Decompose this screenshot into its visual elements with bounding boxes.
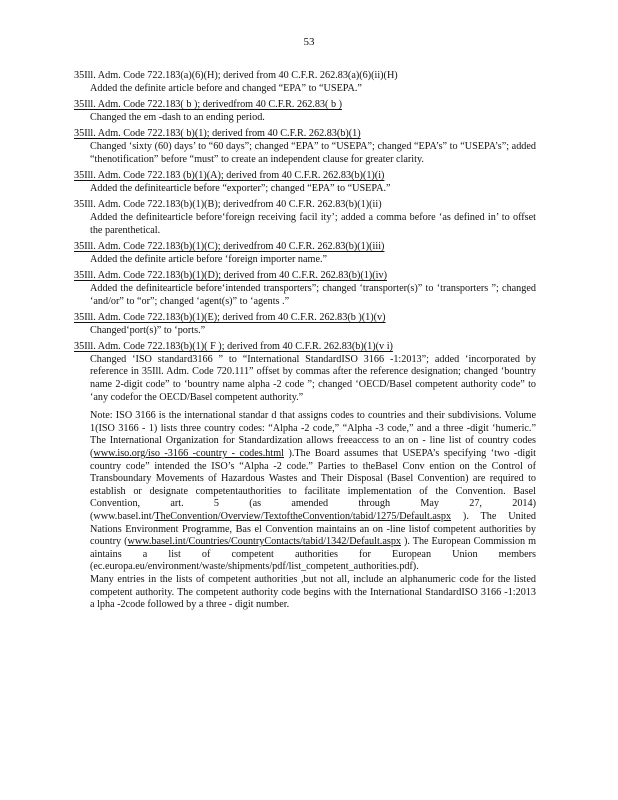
entry bbox=[74, 128, 536, 166]
entry bbox=[74, 312, 536, 337]
note-text: ). The United Nations Environment Programme, Bas el Convention maintains an on -line listof competent authorities by country ( bbox=[90, 511, 536, 548]
entry-description: Changed ‘ISO standard3166 ” to “International StandardISO 3166 -1:2013”; added ‘incorporated by reference in 35Ill. Adm. Code 720.111” offset by commas after the reference designation; changed ‘bountry name 2-digit code” to ‘bountry name alpha -2 code ”; changed ‘OECD/Basel competent authority code” to ‘any codefor the OECD/Basel competent authority.” bbox=[90, 353, 536, 403]
note-text: ). The European Commission m aintains a list of competent authorities for European Union members (ec.europa.eu/environment/waste/shipments/pdf/list_competent_authorities.pdf). bbox=[90, 536, 536, 573]
page-number: 53 bbox=[303, 36, 315, 48]
entry bbox=[74, 270, 536, 308]
iso-link[interactable]: www.iso.org/iso -3166 -country - codes.html bbox=[93, 448, 284, 460]
board-note bbox=[74, 410, 536, 574]
entry bbox=[74, 341, 536, 404]
board-note-continued: Many entries in the lists of competent authorities ,but not all, include an alphanumeric code for the listed competent authority. The competent authority code begins with the International StandardISO 3166 -1:2013 a lpha -2code followed by a three - digit number. bbox=[90, 573, 536, 611]
entry-description: Changed‘port(s)” to ‘ports.” bbox=[90, 324, 206, 336]
entry-description: Added the definitearticle before “exporter”; changed “EPA” to “USEPA.” bbox=[90, 182, 391, 194]
note-text: Note: ISO 3166 is the international standar d that assigns codes to countries and their subdivisions. Volume 1(ISO 3166 - 1) lists three country codes: “Alpha -2 code,” “Alpha -3 code,” and a three -digit ‘humeric.” The International Organization for Standardization allows freeaccess to an on - line list of country codes ( bbox=[90, 410, 536, 460]
document-body bbox=[74, 70, 536, 612]
entry bbox=[74, 70, 536, 95]
entry bbox=[74, 199, 536, 237]
basel-convention-link[interactable]: TheConvention/Overview/TextoftheConvention/tabid/1275/Default.aspx bbox=[154, 511, 452, 522]
note-text: ).The Board assumes that USEPA’s specifying ‘two -digit country code” intended the ISO’s “Alpha -2 code.” Parties to theBasel Conv ention on the Control of Transboundary Movements of Hazardous Wastes and Their Disposal (Basel Convention) are required to establish or designate competentauthorities to facilitate implementation of the Convention. Basel Convention, art. 5 (as amended through May 27, 2014) (www.basel.int/ bbox=[90, 448, 536, 522]
entry-citation: 35Ill. Adm. Code 722.183( b)(1); derived from 40 C.F.R. 262.83(b)(1) bbox=[74, 128, 361, 140]
entry-description: Added the definitearticle before‘foreign receiving facil ity’; added a comma before ‘as defined in’ to offset the parenthetical. bbox=[90, 211, 536, 236]
entry bbox=[74, 241, 536, 266]
entry-description: Changed ‘sixty (60) days’ to “60 days”; changed “EPA” to “USEPA”; changed “EPA’s” to “USEPA’s”; added “thenotification” before “must” to create an independent clause for greater clarity. bbox=[90, 140, 536, 165]
entry-description: Added the definite article before and changed “EPA” to “USEPA.” bbox=[90, 82, 362, 94]
entry-citation: 35Ill. Adm. Code 722.183 (b)(1)(A); derived from 40 C.F.R. 262.83(b)(1)(i) bbox=[74, 170, 385, 182]
basel-contacts-link[interactable]: www.basel.int/Countries/CountryContacts/tabid/1342/Default.aspx bbox=[127, 536, 402, 548]
entry-description: Added the definite article before ‘foreign importer name.” bbox=[90, 253, 328, 265]
entry-citation: 35Ill. Adm. Code 722.183(b)(1)(E); derived from 40 C.F.R. 262.83(b )(1)(v) bbox=[74, 312, 386, 324]
entry-citation: 35Ill. Adm. Code 722.183( b ); derivedfrom 40 C.F.R. 262.83( b ) bbox=[74, 99, 342, 111]
entry-citation: 35Ill. Adm. Code 722.183(b)(1)(B); derivedfrom 40 C.F.R. 262.83(b)(1)(ii) bbox=[74, 199, 382, 211]
entry-citation: 35Ill. Adm. Code 722.183(a)(6)(H); derived from 40 C.F.R. 262.83(a)(6)(ii)(H) bbox=[74, 70, 398, 81]
entry-citation: 35Ill. Adm. Code 722.183(b)(1)(D); derived from 40 C.F.R. 262.83(b)(1)(iv) bbox=[74, 270, 387, 282]
entry bbox=[74, 170, 536, 195]
entry-description: Added the definitearticle before‘intended transporters”; changed ‘transporter(s)” to ‘transporters ”; changed ‘and/or” to “or”; changed ‘agent(s)” to ‘agents .” bbox=[90, 282, 536, 307]
entry bbox=[74, 99, 536, 124]
entry-description: Changed the em -dash to an ending period. bbox=[90, 111, 265, 123]
entry-citation: 35Ill. Adm. Code 722.183(b)(1)( F ); derived from 40 C.F.R. 262.83(b)(1)(v i) bbox=[74, 341, 393, 353]
entry-citation: 35Ill. Adm. Code 722.183(b)(1)(C); derivedfrom 40 C.F.R. 262.83(b)(1)(iii) bbox=[74, 241, 385, 253]
